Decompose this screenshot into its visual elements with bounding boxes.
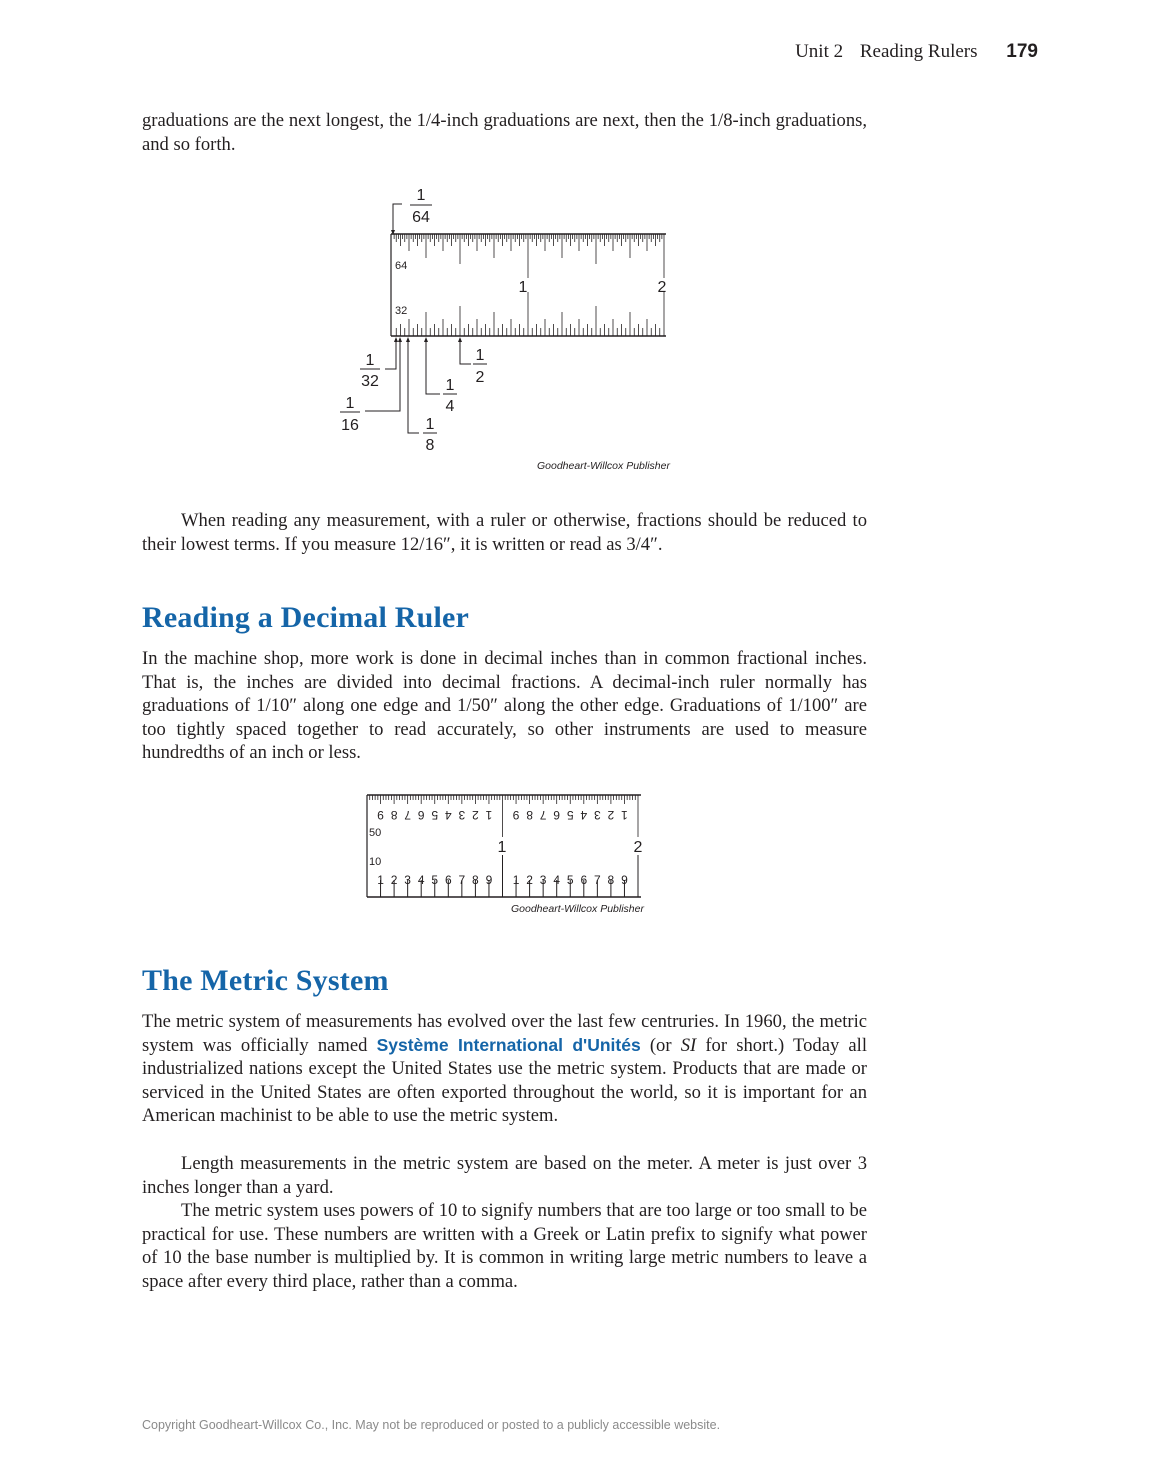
- svg-text:2: 2: [475, 369, 485, 386]
- tenth-digit: 1: [377, 873, 384, 887]
- fiftieth-digit: 8: [390, 808, 398, 822]
- fiftieth-digit: 7: [539, 808, 547, 822]
- svg-text:4: 4: [445, 398, 455, 415]
- fiftieth-digit: 3: [594, 808, 601, 822]
- fiftieth-digit: 9: [377, 808, 384, 822]
- svg-text:1: 1: [425, 416, 435, 433]
- tenth-digit: 5: [431, 873, 439, 887]
- tenth-digit: 2: [390, 873, 398, 887]
- callout-1-8: [423, 416, 437, 454]
- callout-lines: [365, 204, 471, 433]
- tenth-digit: 7: [594, 873, 601, 887]
- tenth-digit: 3: [404, 873, 411, 887]
- fiftieth-digit: 6: [417, 808, 425, 822]
- callout-1-16: [340, 395, 360, 434]
- svg-text:1: 1: [416, 187, 426, 204]
- svg-text:16: 16: [341, 417, 359, 434]
- figure-decimal-ruler: [360, 785, 660, 920]
- callout-1-2: [473, 347, 487, 386]
- callout-1-32: [360, 352, 380, 390]
- edge-label-10: 10: [369, 856, 382, 868]
- tenth-digit: 1: [512, 873, 520, 887]
- heading-metric-system: The Metric System: [142, 964, 389, 997]
- tenth-digit: 4: [417, 873, 425, 887]
- svg-text:64: 64: [412, 209, 430, 226]
- si-abbreviation: SI: [680, 1034, 697, 1056]
- tenth-digit: 6: [580, 873, 588, 887]
- paragraph-metric-intro: [142, 1010, 867, 1128]
- tenth-digit: 8: [472, 873, 479, 887]
- tenth-digit: 2: [526, 873, 533, 887]
- fiftieth-digit: 2: [607, 808, 615, 822]
- edge-label-50: 50: [369, 827, 382, 839]
- inch-label-1: 1: [518, 279, 528, 296]
- running-head: [795, 41, 1038, 63]
- callout-1-4: [443, 377, 457, 415]
- copyright-notice: Copyright Goodheart-Willcox Co., Inc. May not be reproduced or posted to a publicly accessible website.: [142, 1418, 721, 1432]
- paragraph-reduce: When reading any measurement, with a ruler or otherwise, fractions should be reduced to their lowest terms. If you measure 12/16″, it is written or read as 3/4″.: [142, 510, 867, 555]
- fiftieth-digit: 5: [431, 808, 439, 822]
- fiftieth-digit: 4: [580, 808, 588, 822]
- paragraph-decimal: In the machine shop, more work is done in decimal inches than in common fractional inches. That is, the inches are divided into decimal fractions. A decimal-inch ruler normally has graduations of 1/10″ along one edge and 1/50″ along the other edge. Graduations of 1/100″ are too tightly spaced together to read accurately, so other instruments are used to measure hundredths of an inch or less.: [142, 648, 867, 764]
- heading-decimal-ruler: Reading a Decimal Ruler: [142, 601, 470, 634]
- fiftieth-digit: 3: [458, 808, 466, 822]
- tenth-digit: 8: [607, 873, 615, 887]
- unit-label: Unit 2: [795, 41, 844, 62]
- tenth-digit: 9: [621, 873, 628, 887]
- page-number: 179: [1006, 41, 1038, 62]
- text-run: for short.) Today all industrialized nations except the United States use the metric system. Products that are made or serviced in the United States are often exported throughout the world, so it is important for an American machinist to be able to use the metric system.: [142, 1034, 868, 1127]
- svg-text:8: 8: [425, 437, 435, 454]
- fiftieth-digit: 2: [472, 808, 479, 822]
- tenth-digit: 6: [444, 873, 452, 887]
- fiftieth-digit: 6: [553, 808, 561, 822]
- text-run: (or: [640, 1034, 681, 1056]
- fractional-ruler-diagram: [330, 180, 690, 480]
- figure-credit: Goodheart-Willcox Publisher: [511, 903, 644, 915]
- svg-text:1: 1: [445, 377, 455, 394]
- tenth-digit: 7: [458, 873, 466, 887]
- decimal-ruler-diagram: [360, 785, 660, 920]
- fiftieth-digit: 7: [404, 808, 411, 822]
- tenth-digit: 4: [553, 873, 561, 887]
- figure-fractional-ruler: [330, 180, 690, 480]
- tenth-digit: 9: [485, 873, 493, 887]
- tenth-digit: 5: [566, 873, 574, 887]
- fiftieth-digit: 4: [444, 808, 452, 822]
- svg-text:1: 1: [345, 395, 355, 412]
- fiftieth-digit: 9: [512, 808, 520, 822]
- callout-1-64: [410, 187, 432, 226]
- fiftieth-digit: 1: [621, 808, 628, 822]
- paragraph-intro: graduations are the next longest, the 1/4-inch graduations are next, then the 1/8-inch graduations, and so forth.: [142, 110, 867, 155]
- inch-label-2: 2: [633, 839, 643, 856]
- inch-label-2: 2: [657, 279, 667, 296]
- svg-text:1: 1: [365, 352, 375, 369]
- key-term-si: Système International d'Unités: [376, 1034, 641, 1055]
- figure-credit: Goodheart-Willcox Publisher: [537, 460, 670, 472]
- paragraph-metric-meter: Length measurements in the metric system are based on the meter. A meter is just over 3 inches longer than a yard.: [142, 1153, 867, 1198]
- inch-label-1: 1: [497, 839, 507, 856]
- svg-text:1: 1: [475, 347, 485, 364]
- fiftieth-digit: 5: [566, 808, 574, 822]
- fiftieth-digit: 8: [526, 808, 533, 822]
- fiftieth-digit: 1: [485, 808, 493, 822]
- edge-label-32: 32: [395, 305, 408, 317]
- chapter-title: Reading Rulers: [859, 41, 978, 62]
- edge-label-64: 64: [395, 260, 408, 272]
- tenth-digit: 3: [539, 873, 547, 887]
- paragraph-metric-powers: The metric system uses powers of 10 to signify numbers that are too large or too small to be practical for use. These numbers are written with a Greek or Latin prefix to signify what power of 10 the base number is multiplied by. It is common in writing large metric numbers to leave a space after every third place, rather than a comma.: [142, 1200, 867, 1292]
- text-run: The metric system of measurements has evolved over the last few centruries. In 1960, the metric system was officially named: [142, 1011, 867, 1056]
- svg-text:32: 32: [361, 373, 379, 390]
